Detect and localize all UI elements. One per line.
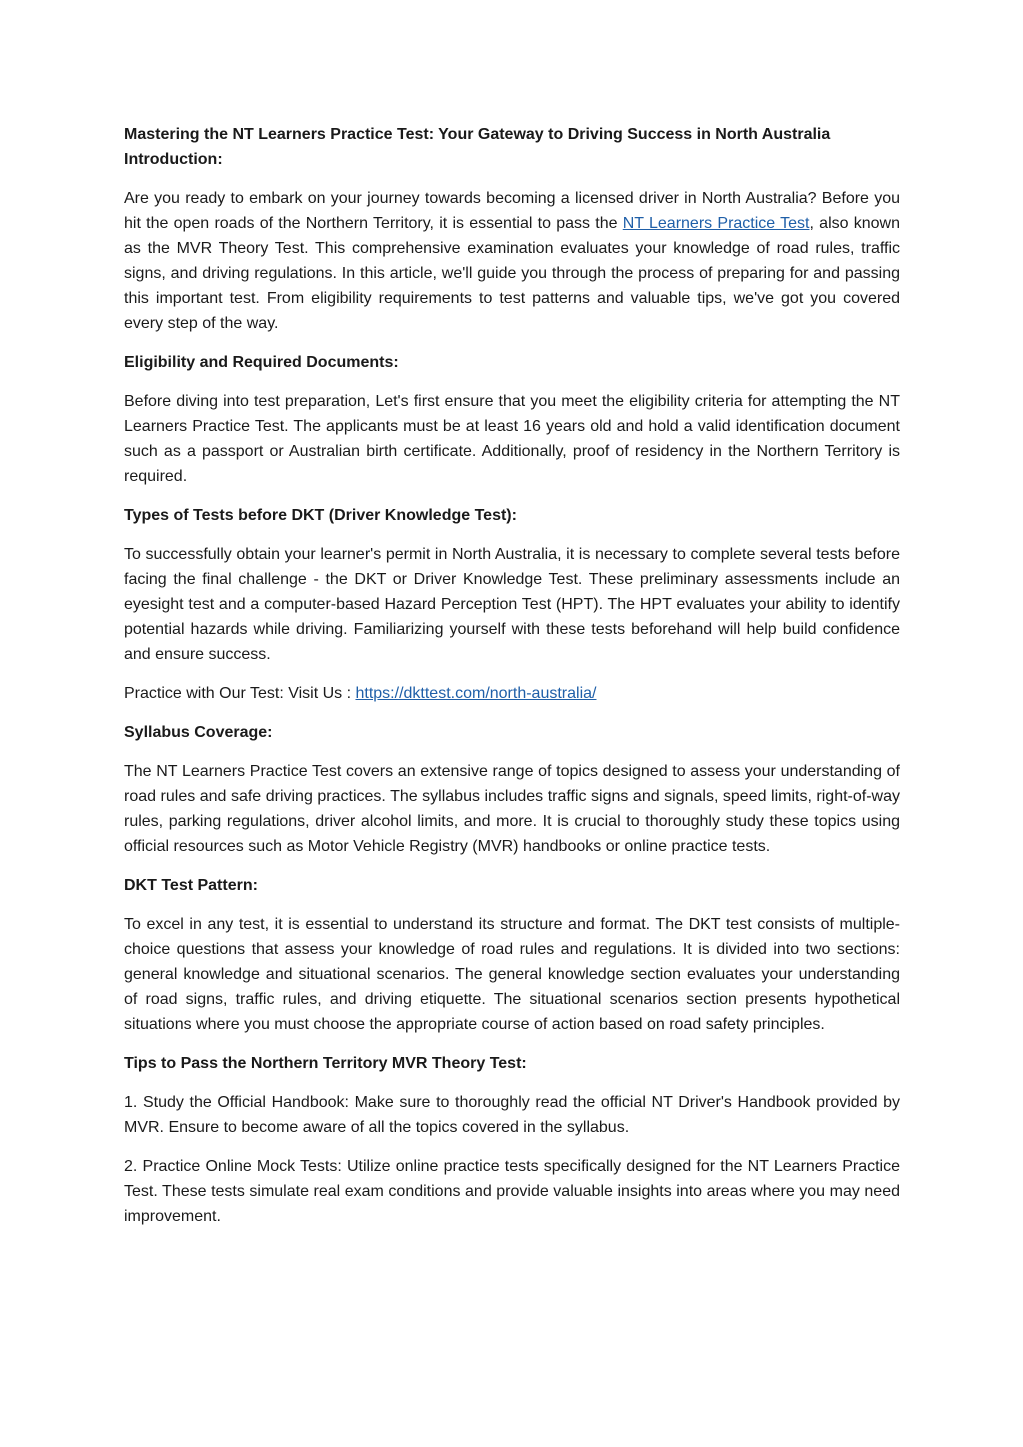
syllabus-heading: Syllabus Coverage: — [124, 724, 273, 741]
dkttest-north-australia-link[interactable]: https://dkttest.com/north-australia/ — [355, 685, 597, 702]
eligibility-paragraph: Before diving into test preparation, Let's first ensure that you meet the eligibility criteria for attempting the NT Learners Practice Test. The applicants must be at least 16 years old and hold a valid identification document such as a passport or Australian birth certificate. Additionally, proof of residency in the Northern Territory is required. — [124, 393, 900, 485]
tips-heading: Tips to Pass the Northern Territory MVR Theory Test: — [124, 1055, 527, 1072]
dkt-test-pattern-paragraph: To excel in any test, it is essential to understand its structure and format. The DKT test consists of multiple-choice questions that assess your knowledge of road rules and regulations. It is divided into two sections: general knowledge and situational scenarios. The general knowledge section evaluates your understanding of road signs, traffic rules, and driving etiquette. The situational scenarios section presents hypothetical situations where you must choose the appropriate course of action based on road safety principles. — [124, 916, 900, 1033]
visit-us-label: Practice with Our Test: Visit Us : — [124, 685, 356, 702]
intro-paragraph — [124, 186, 900, 336]
intro-text-before-link: Are you ready to embark on your journey towards becoming a licensed driver in North Australia? Before you hit the open roads of the Northern Territory, it is essential to pass the — [124, 190, 900, 232]
types-of-tests-heading: Types of Tests before DKT (Driver Knowledge Test): — [124, 507, 517, 524]
types-of-tests-paragraph: To successfully obtain your learner's permit in North Australia, it is necessary to complete several tests before facing the final challenge - the DKT or Driver Knowledge Test. These preliminary assessments include an eyesight test and a computer-based Hazard Perception Test (HPT). The HPT evaluates your ability to identify potential hazards while driving. Familiarizing yourself with these tests beforehand will help build confidence and ensure success. — [124, 546, 900, 663]
document-title — [124, 122, 900, 172]
tip-item-2: 2. Practice Online Mock Tests: Utilize online practice tests specifically designed for the NT Learners Practice Test. These tests simulate real exam conditions and provide valuable insights into areas where you may need improvement. — [124, 1158, 900, 1225]
visit-us-line — [124, 681, 900, 706]
syllabus-paragraph: The NT Learners Practice Test covers an extensive range of topics designed to assess your understanding of road rules and safe driving practices. The syllabus includes traffic signs and signals, speed limits, right-of-way rules, parking regulations, driver alcohol limits, and more. It is crucial to thoroughly study these topics using official resources such as Motor Vehicle Registry (MVR) handbooks or online practice tests. — [124, 763, 900, 855]
dkt-test-pattern-heading: DKT Test Pattern: — [124, 877, 258, 894]
document-page — [124, 122, 900, 1243]
title-introduction: Introduction: — [124, 151, 223, 168]
eligibility-heading: Eligibility and Required Documents: — [124, 354, 399, 371]
title-main: Mastering the NT Learners Practice Test: Your Gateway to Driving Success in North Australia — [124, 126, 831, 143]
tip-item-1: 1. Study the Official Handbook: Make sure to thoroughly read the official NT Driver's Handbook provided by MVR. Ensure to become aware of all the topics covered in the syllabus. — [124, 1094, 900, 1136]
nt-learners-practice-test-link[interactable]: NT Learners Practice Test — [622, 215, 810, 232]
intro-text-after-link: , also known as the MVR Theory Test. This comprehensive examination evaluates your knowledge of road rules, traffic signs, and driving regulations. In this article, we'll guide you through the process of preparing for and passing this important test. From eligibility requirements to test patterns and valuable tips, we've got you covered every step of the way. — [124, 215, 901, 332]
